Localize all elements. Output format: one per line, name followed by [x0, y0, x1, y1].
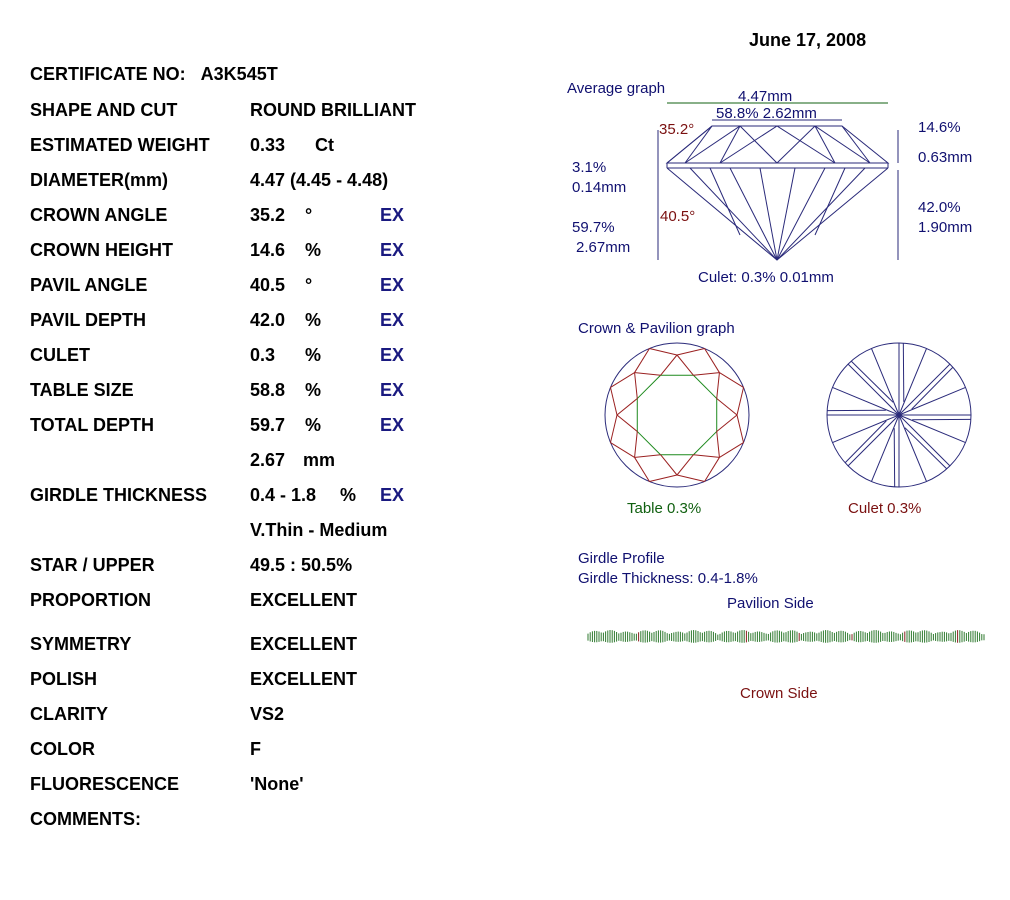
row-value: ROUND BRILLIANT — [250, 100, 416, 120]
row-value: F — [250, 739, 261, 759]
row-label: COMMENTS: — [30, 809, 141, 829]
row-value: 35.2 — [250, 205, 286, 225]
row-unit: Ct — [315, 135, 334, 155]
row-unit: % — [305, 345, 322, 365]
row-value: 14.6 — [250, 240, 286, 260]
girdle-mm-label: 0.14mm — [572, 179, 627, 196]
row-unit: mm — [303, 450, 336, 470]
row-grade: EX — [380, 380, 405, 400]
row-unit: % — [305, 415, 322, 435]
culet-graph-label: Culet 0.3% — [848, 500, 922, 517]
row-label: SYMMETRY — [30, 634, 132, 654]
row-grade: EX — [380, 275, 405, 295]
facet-line — [610, 387, 617, 415]
crown-pavilion-title: Crown & Pavilion graph — [578, 320, 735, 337]
facet-line — [635, 455, 661, 458]
row-value: 58.8 — [250, 380, 286, 400]
row-grade: EX — [380, 485, 405, 505]
facet-line — [635, 431, 638, 457]
facet-line — [617, 399, 637, 415]
row-label: FLUORESCENCE — [30, 774, 180, 794]
row-value: EXCELLENT — [250, 634, 358, 654]
facet-line — [693, 431, 716, 454]
row-label: POLISH — [30, 669, 98, 689]
row-grade: EX — [380, 310, 405, 330]
pavilion-facet-line — [912, 367, 953, 409]
facet-line — [717, 399, 737, 415]
facet-line — [635, 373, 638, 399]
certificate-label: CERTIFICATE NO: — [30, 64, 186, 84]
facet-line — [693, 373, 719, 376]
crown-mm-label: 0.63mm — [918, 149, 973, 166]
row-grade: EX — [380, 240, 405, 260]
total-pct-label: 59.7% — [572, 219, 615, 236]
row-label: PROPORTION — [30, 590, 152, 610]
facet-line — [737, 387, 744, 415]
row-value: VS2 — [250, 704, 285, 724]
row-label: PAVIL ANGLE — [30, 275, 148, 295]
culet-label: Culet: 0.3% 0.01mm — [698, 269, 834, 286]
pavilion-pct-label: 42.0% — [918, 199, 961, 216]
row-label: CROWN ANGLE — [30, 205, 168, 225]
row-value: 0.3 — [250, 345, 276, 365]
facet-line — [693, 455, 719, 458]
table-graph-label: Table 0.3% — [627, 500, 702, 517]
facet-line — [617, 415, 637, 431]
girdle-profile-title: Girdle Profile — [578, 550, 665, 567]
certificate-number — [30, 64, 278, 85]
row-label: COLOR — [30, 739, 95, 759]
row-label: PAVIL DEPTH — [30, 310, 147, 330]
facet-line — [677, 348, 705, 355]
total-mm-label: 2.67mm — [576, 239, 631, 256]
facet-line — [649, 475, 677, 482]
row-unit: ° — [305, 205, 313, 225]
row-label: SHAPE AND CUT — [30, 100, 178, 120]
row-grade: EX — [380, 205, 405, 225]
pavilion-side-label: Pavilion Side — [727, 595, 814, 612]
facet-line — [677, 355, 693, 375]
table-label: 58.8% 2.62mm — [716, 105, 817, 122]
row-grade: EX — [380, 345, 405, 365]
row-value: 0.33 — [250, 135, 286, 155]
pavilion-facet-line — [848, 364, 899, 415]
facet-line — [649, 348, 677, 355]
girdle-profile-strip — [586, 628, 990, 648]
facet-line — [637, 431, 660, 454]
facet-line — [610, 415, 617, 443]
facet-line — [661, 355, 677, 375]
facet-line — [737, 415, 744, 443]
row-value: 49.5 : 50.5% — [250, 555, 353, 575]
row-value: 'None' — [250, 774, 304, 794]
row-value: 4.47 (4.45 - 4.48) — [250, 170, 389, 190]
pavilion-facet-line — [845, 421, 886, 463]
crown-side-label: Crown Side — [740, 685, 818, 702]
row-label: TABLE SIZE — [30, 380, 134, 400]
row-label: GIRDLE THICKNESS — [30, 485, 208, 505]
crown-view-diagram — [600, 338, 754, 492]
pavilion-facet-line — [851, 361, 893, 402]
row-unit: % — [305, 240, 322, 260]
pavilion-facet-line — [905, 428, 947, 469]
row-value: EXCELLENT — [250, 590, 358, 610]
pavilion-view-diagram — [822, 338, 976, 492]
pavilion-mm-label: 1.90mm — [918, 219, 973, 236]
pavilion-facet-line — [848, 415, 899, 466]
row-unit: % — [305, 310, 322, 330]
row-label: CULET — [30, 345, 90, 365]
row-unit: % — [340, 485, 357, 505]
pavilion-angle-label: 40.5° — [660, 208, 696, 225]
row-value: 42.0 — [250, 310, 286, 330]
row-grade: EX — [380, 415, 405, 435]
pavilion-facet-line — [899, 415, 950, 466]
row-value: V.Thin - Medium — [250, 520, 388, 540]
crown-pct-label: 14.6% — [918, 119, 961, 136]
girdle-thickness-label: Girdle Thickness: 0.4-1.8% — [578, 570, 758, 587]
row-unit: % — [305, 380, 322, 400]
facet-line — [717, 431, 720, 457]
row-label: DIAMETER(mm) — [30, 170, 168, 190]
girdle-pct-label: 3.1% — [572, 159, 607, 176]
row-value: 0.4 - 1.8 — [250, 485, 317, 505]
facet-line — [693, 375, 716, 398]
facet-line — [637, 375, 660, 398]
row-label: ESTIMATED WEIGHT — [30, 135, 210, 155]
facet-line — [717, 415, 737, 431]
diamond-profile-diagram — [560, 95, 920, 275]
crown-angle-label: 35.2° — [659, 121, 695, 138]
row-unit: ° — [305, 275, 313, 295]
facet-line — [717, 373, 720, 399]
row-value: EXCELLENT — [250, 669, 358, 689]
row-label: CLARITY — [30, 704, 108, 724]
average-graph-title: Average graph — [567, 80, 666, 97]
row-label: TOTAL DEPTH — [30, 415, 155, 435]
facet-line — [661, 455, 677, 475]
diameter-label: 4.47mm — [738, 88, 793, 105]
certificate-value: A3K545T — [200, 64, 278, 84]
row-value: 59.7 — [250, 415, 286, 435]
row-label: CROWN HEIGHT — [30, 240, 173, 260]
pavilion-facet-line — [899, 364, 950, 415]
facet-line — [677, 475, 705, 482]
row-label: STAR / UPPER — [30, 555, 155, 575]
facet-line — [677, 455, 693, 475]
row-value: 2.67 — [250, 450, 286, 470]
facet-line — [635, 373, 661, 376]
report-date: June 17, 2008 — [749, 30, 867, 50]
row-value: 40.5 — [250, 275, 286, 295]
